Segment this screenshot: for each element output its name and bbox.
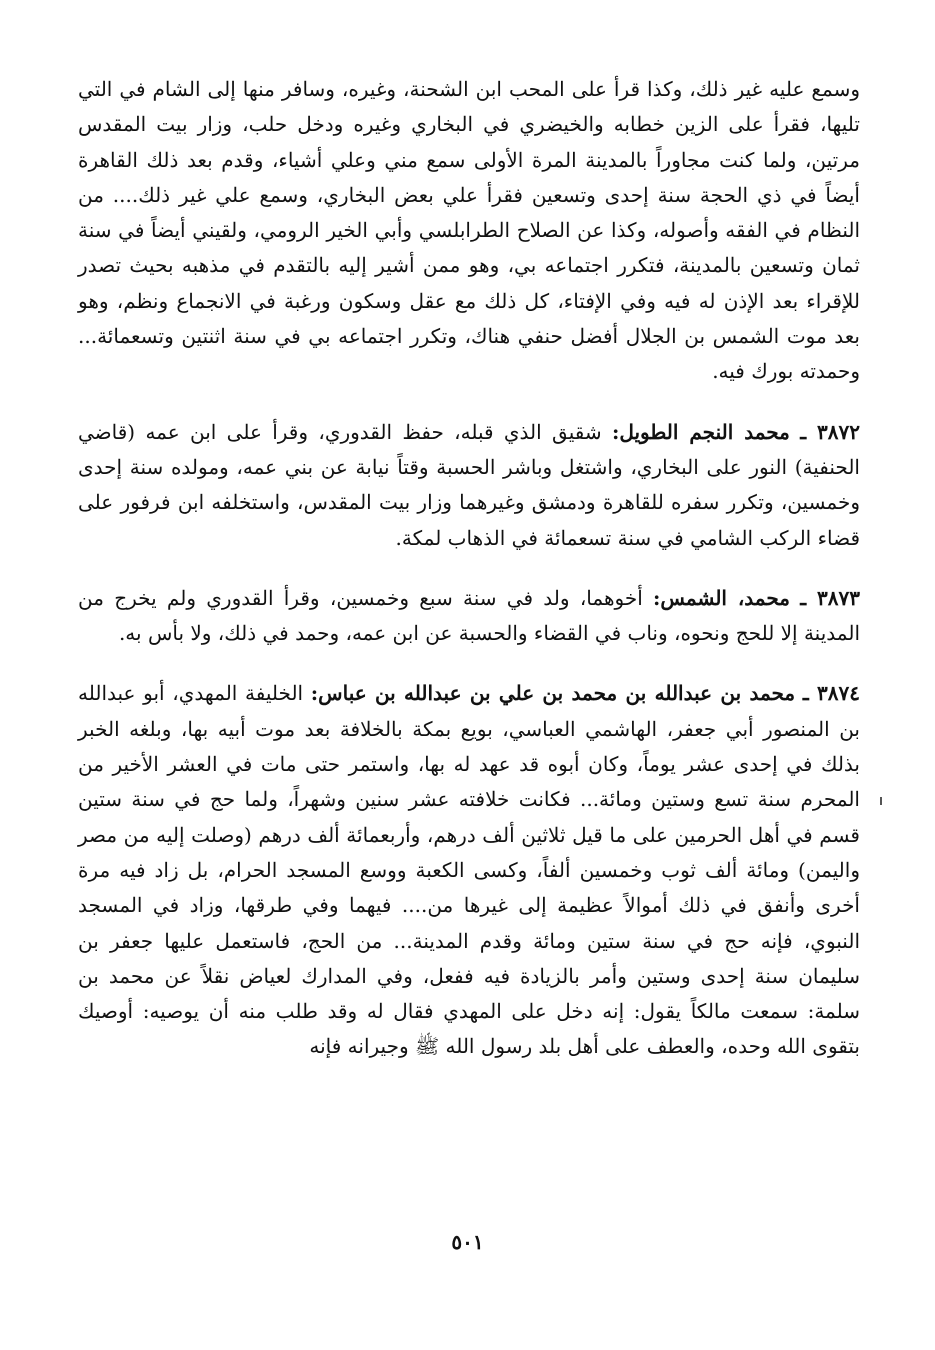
entry-number: ٣٨٧٢ ـ	[800, 419, 861, 444]
entry-3874	[78, 676, 860, 1064]
entry-3873	[78, 581, 860, 652]
margin-mark	[880, 797, 882, 805]
paragraph-text: وسمع عليه غير ذلك، وكذا قرأ على المحب ابن الشحنة، وغيره، وسافر منها إلى الشام في التي تليها، فقرأ على الزين خطابه والخيضري في البخاري وغيره ودخل حلب، وزار بيت المقدس مرتين، ولما كنت مجاوراً بالمدينة المرة الأولى سمع مني وعلي أشياء، وقدم بعد ذلك القاهرة أيضاً في ذي الحجة سنة إحدى وتسعين فقرأ علي بعض البخاري، وسمع علي غير ذلك.... من النظام في الفقه وأصوله، وكذا عن الصلاح الطرابلسي وأبي الخير الرومي، ولقيني أيضاً في سنة ثمان وتسعين بالمدينة، فتكرر اجتماعه بي، وهو ممن أشير إليه بالتقدم في مذهبه بحيث تصدر للإقراء بعد الإذن له فيه وفي الإفتاء، كل ذلك مع عقل وسكون ورغبة في الانجماع ونظم، وهو بعد موت الشمس بن الجلال أفضل حنفي هناك، وتكرر اجتماعه بي في سنة اثنتين وتسعمائة... وحمدته بورك فيه.	[78, 77, 861, 384]
entry-name: محمد النجم الطويل:	[611, 419, 790, 444]
entry-text: الخليفة المهدي، أبو عبدالله بن المنصور أبي جعفر، الهاشمي العباسي، بويع بمكة بالخلافة بعد موت أبيه بها، وبلغه الخبر بذلك في إحدى عشر يوماً، وكان أبوه قد عهد له بها، واستمر حتى مات في العشر الأخير من المحرم سنة تسع وستين ومائة... فكانت خلافته عشر سنين وشهراً، ولما حج في سنة ستين قسم في أهل الحرمين على ما قيل ثلاثين ألف درهم، وأربعمائة ألف درهم (وصلت إليه من مصر واليمن) ومائة ألف ثوب وخمسين ألفاً، وكسى الكعبة ووسع المسجد الحرام، بل زاد فيه مرة أخرى وأنفق في ذلك أموالاً عظيمة إلى غيرها من.... فيهما وفي طرقها، وزاد في المسجد النبوي، فإنه حج في سنة ستين ومائة وقدم المدينة... من الحج، فاستعمل عليها جعفر بن سليمان سنة إحدى وستين وأمر بالزيادة فيه ففعل، وفي المدارك لعياض نقلاً عن محمد بن سلمة: سمعت مالكاً يقول: إنه دخل على المهدي فقال له وقد طلب منه أن يوصيه: أوصيك بتقوى الله وحده، والعطف على أهل بلد رسول الله ﷺ وجيرانه فإنه	[78, 681, 860, 1059]
page-body	[78, 72, 860, 1065]
entry-number: ٣٨٧٤ ـ	[802, 681, 860, 706]
entry-text: أخوهما، ولد في سنة سبع وخمسين، وقرأ القدوري ولم يخرج من المدينة إلا للحج ونحوه، وناب في القضاء والحسبة عن ابن عمه، وحمد في ذلك، ولا بأس به.	[78, 585, 860, 646]
entry-3872	[78, 415, 860, 556]
paragraph-continuation	[78, 72, 860, 390]
entry-text: شقيق الذي قبله، حفظ القدوري، وقرأ على ابن عمه (قاضي الحنفية) النور على البخاري، واشتغل وباشر الحسبة وقتاً نيابة عن بني عمه، ومولده سنة إحدى وخمسين، وتكرر سفره للقاهرة ودمشق وغيرهما وزار بيت المقدس، واستخلفه ابن فرفور على قضاء الركب الشامي في سنة تسعمائة في الذهاب لمكة.	[78, 419, 860, 550]
entry-number: ٣٨٧٣ ـ	[800, 585, 860, 610]
entry-name: محمد، الشمس:	[653, 585, 790, 610]
entry-name: محمد بن عبدالله بن محمد بن علي بن عبدالله بن عباس:	[310, 681, 796, 706]
page-number: ٥٠١	[451, 1230, 484, 1254]
